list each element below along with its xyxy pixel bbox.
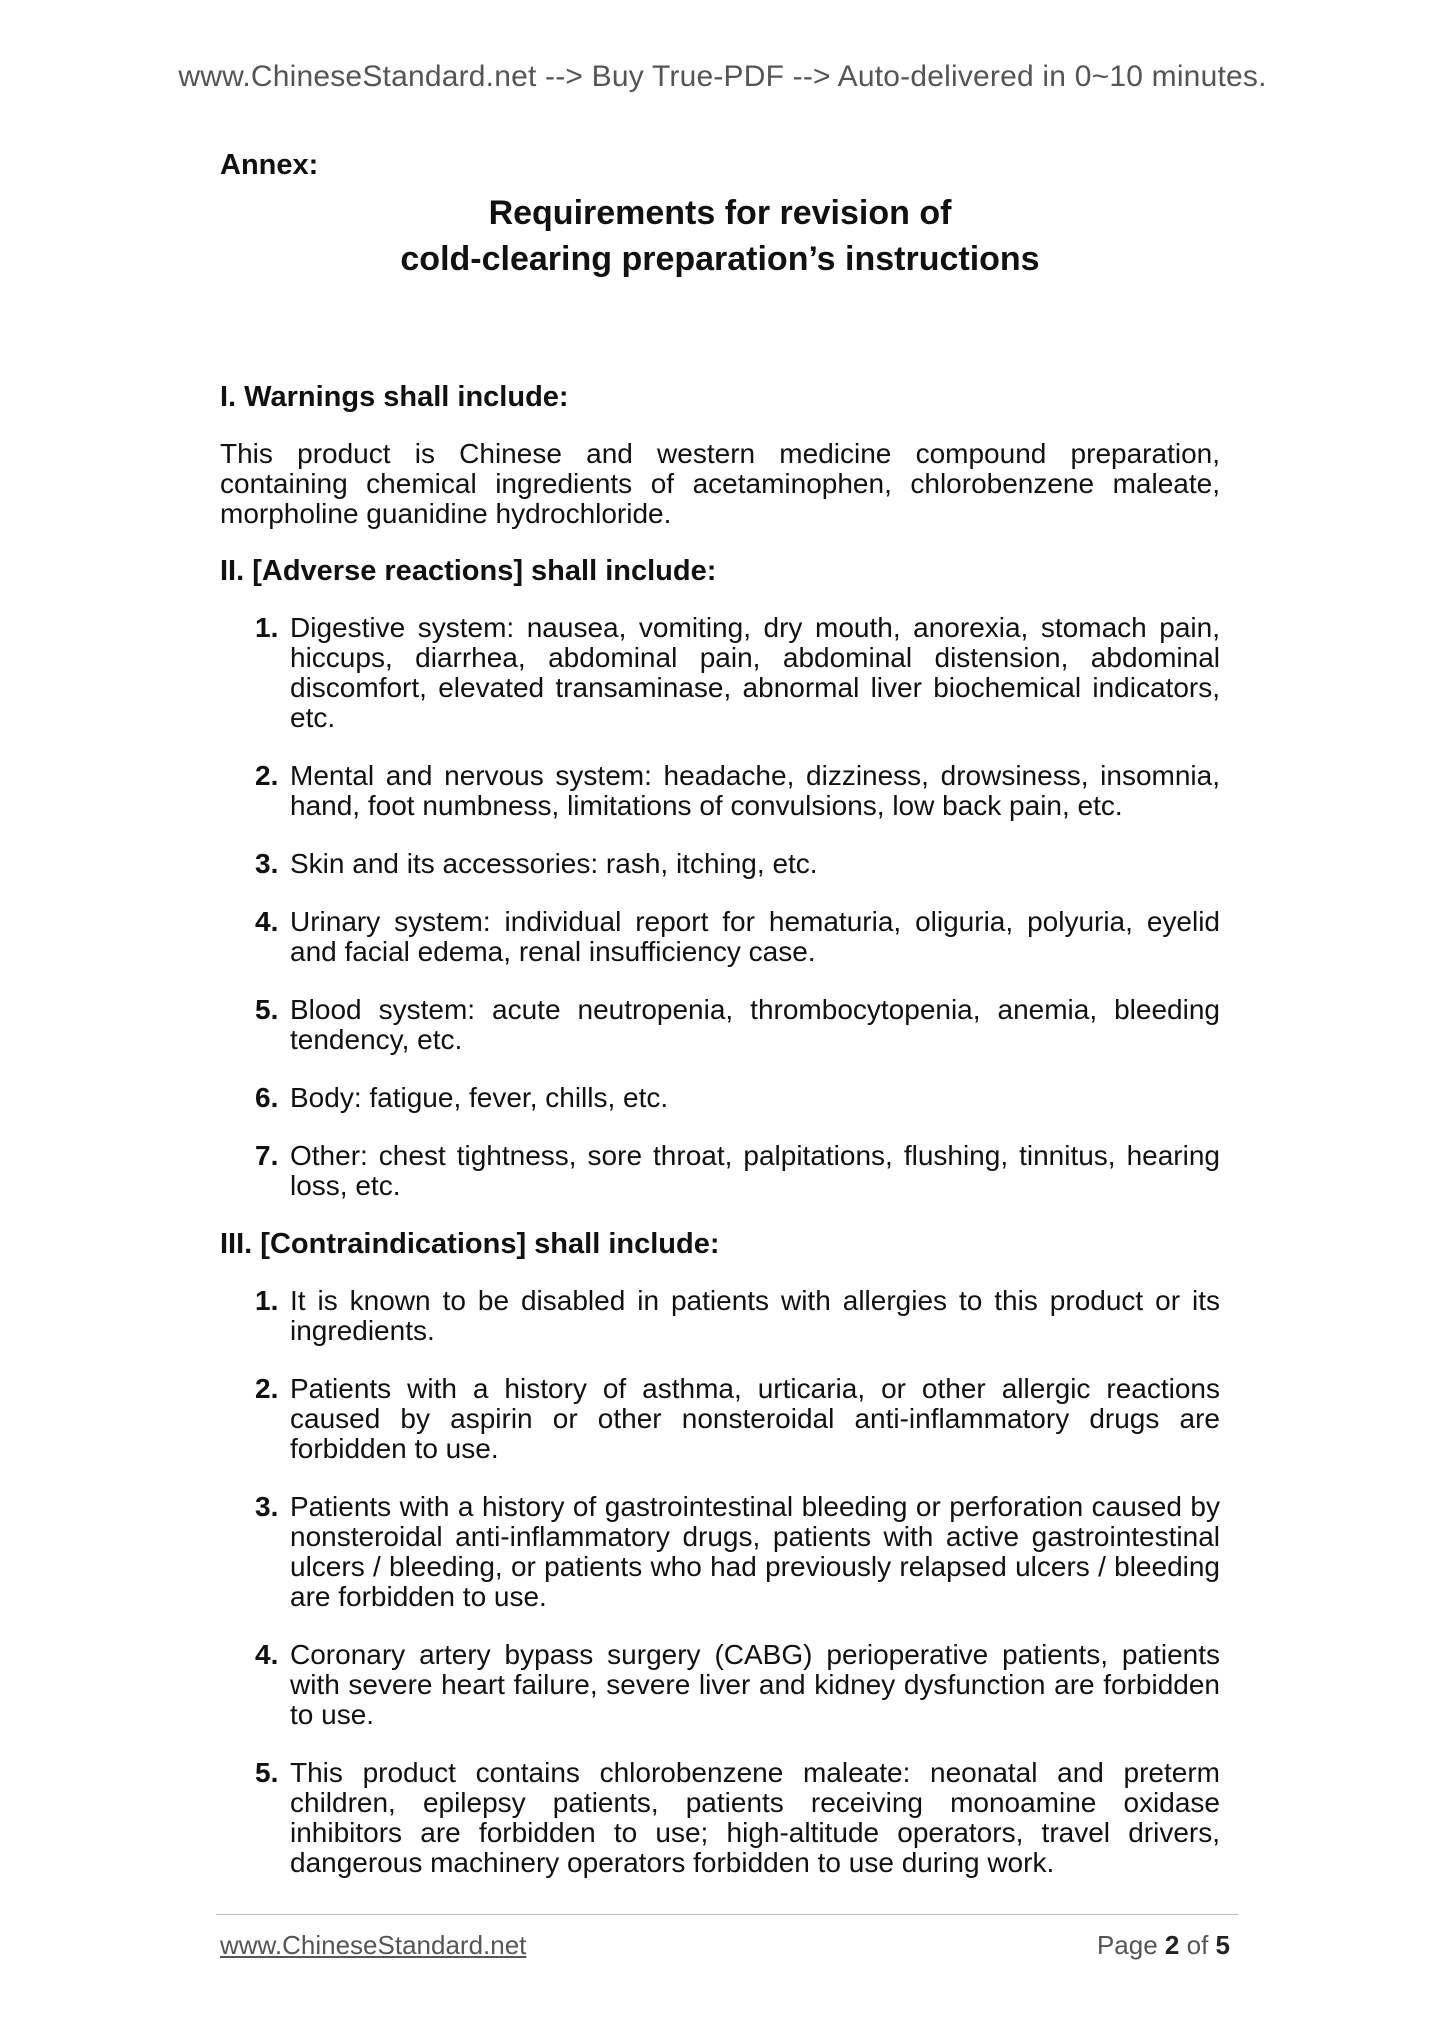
warnings-paragraph: This product is Chinese and western medicine compound preparation, containing chemical ingredients of acetaminophen, chlorobenzene maleate, morpholine guanidine hydrochloride. (220, 438, 1220, 529)
page-title (220, 190, 1220, 282)
contraindications-list (220, 1286, 1220, 1878)
title-line-2: cold-clearing preparation’s instructions (400, 240, 1040, 278)
list-item (255, 1758, 1220, 1878)
item-number: 1. (255, 1285, 279, 1316)
list-item (255, 1374, 1220, 1464)
item-text: Blood system: acute neutropenia, thrombocytopenia, anemia, bleeding tendency, etc. (290, 994, 1220, 1055)
section-heading-warnings: I. Warnings shall include: (220, 381, 569, 413)
annex-label: Annex: (220, 149, 319, 181)
page-current: 2 (1164, 1930, 1180, 1960)
list-item (255, 849, 1220, 879)
footer-divider (216, 1914, 1238, 1915)
footer-site-link[interactable]: www.ChineseStandard.net (220, 1930, 527, 1960)
section-heading-adverse-reactions: II. [Adverse reactions] shall include: (220, 555, 717, 587)
item-text: Other: chest tightness, sore throat, palpitations, flushing, tinnitus, hearing loss, etc. (290, 1140, 1220, 1201)
item-number: 5. (255, 994, 279, 1025)
item-text: Mental and nervous system: headache, dizziness, drowsiness, insomnia, hand, foot numbness, limitations of convulsions, low back pain, etc. (290, 760, 1220, 821)
item-number: 6. (255, 1082, 279, 1113)
item-text: This product contains chlorobenzene maleate: neonatal and preterm children, epilepsy patients, patients receiving monoamine oxidase inhibitors are forbidden to use; high-altitude operators, travel drivers, dangerous machinery operators forbidden to use during work. (290, 1757, 1220, 1878)
document-body (220, 150, 1220, 1906)
list-item (255, 1492, 1220, 1612)
list-item (255, 1286, 1220, 1346)
list-item (255, 1083, 1220, 1113)
item-text: Body: fatigue, fever, chills, etc. (290, 1082, 669, 1113)
section-heading-contraindications: III. [Contraindications] shall include: (220, 1228, 720, 1260)
page-total: 5 (1215, 1930, 1230, 1960)
item-text: Patients with a history of asthma, urticaria, or other allergic reactions caused by aspirin or other nonsteroidal anti-inflammatory drugs are forbidden to use. (290, 1373, 1220, 1464)
page-prefix: Page (1096, 1930, 1158, 1960)
item-number: 1. (255, 612, 279, 643)
item-number: 4. (255, 1639, 279, 1670)
item-text: It is known to be disabled in patients with allergies to this product or its ingredients. (290, 1285, 1220, 1346)
item-text: Digestive system: nausea, vomiting, dry mouth, anorexia, stomach pain, hiccups, diarrhea, abdominal pain, abdominal distension, abdominal discomfort, elevated transaminase, abnormal liver biochemical indicators, etc. (290, 612, 1220, 733)
list-item (255, 907, 1220, 967)
top-banner[interactable]: www.ChineseStandard.net --> Buy True-PDF --> Auto-delivered in 0~10 minutes. (178, 60, 1267, 93)
page-indicator (1097, 1930, 1230, 1961)
title-line-1: Requirements for revision of (488, 194, 952, 232)
item-text: Skin and its accessories: rash, itching, etc. (290, 848, 818, 879)
item-number: 2. (255, 1373, 279, 1404)
item-number: 3. (255, 848, 279, 879)
page-of: of (1186, 1930, 1209, 1960)
item-number: 2. (255, 760, 279, 791)
item-number: 3. (255, 1491, 279, 1522)
list-item (255, 761, 1220, 821)
item-text: Urinary system: individual report for hematuria, oliguria, polyuria, eyelid and facial edema, renal insufficiency case. (290, 906, 1220, 967)
list-item (255, 1640, 1220, 1730)
item-number: 4. (255, 906, 279, 937)
item-number: 5. (255, 1757, 279, 1788)
adverse-reactions-list (220, 613, 1220, 1201)
item-number: 7. (255, 1140, 279, 1171)
list-item (255, 995, 1220, 1055)
item-text: Coronary artery bypass surgery (CABG) perioperative patients, patients with severe heart failure, severe liver and kidney dysfunction are forbidden to use. (290, 1639, 1220, 1730)
list-item (255, 613, 1220, 733)
item-text: Patients with a history of gastrointestinal bleeding or perforation caused by nonsteroidal anti-inflammatory drugs, patients with active gastrointestinal ulcers / bleeding, or patients who had previously relapsed ulcers / bleeding are forbidden to use. (290, 1491, 1220, 1612)
list-item (255, 1141, 1220, 1201)
